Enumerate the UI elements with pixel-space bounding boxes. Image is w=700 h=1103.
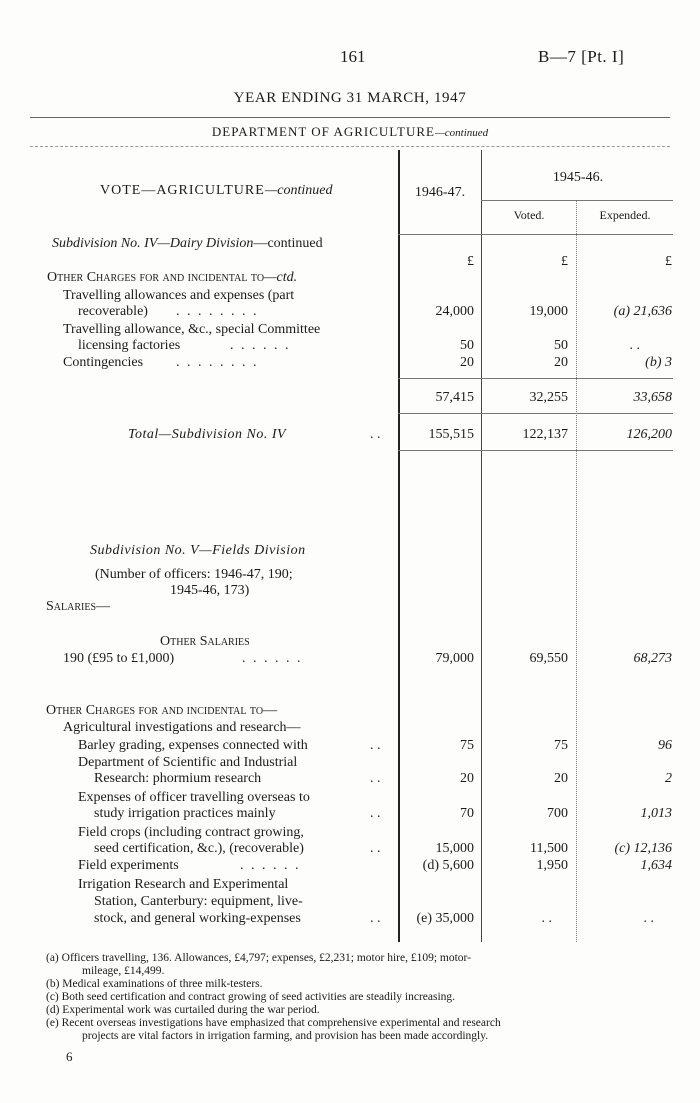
item-label: Field crops (including contract growing, [78,825,304,840]
other-charges-heading: Other Charges for and incidental to—ctd. [47,270,298,285]
other-charges-heading: Other Charges for and incidental to— [46,703,278,718]
column-divider-main [398,150,400,942]
amount-expended: . . [643,911,654,926]
dot-leader: . . . . . . [242,651,303,666]
amount-voted: 700 [547,806,568,821]
department-heading: DEPARTMENT OF AGRICULTURE—continued [211,124,489,139]
subtotal-expended: 33,658 [633,390,672,405]
dot-leader: . . . . . . [240,858,301,873]
amount-expended: 1,634 [640,858,672,873]
footnote-a-continued: mileage, £14,499. [82,965,165,977]
amount-1946-47: (e) 35,000 [416,911,474,926]
signature-mark: 6 [66,1049,73,1064]
amount-voted: 20 [554,355,568,370]
item-label: Irrigation Research and Experimental [78,877,289,892]
item-label: seed certification, &c.), (recoverable) [94,841,304,856]
officers-count: (Number of officers: 1946-47, 190; [95,567,293,582]
item-label: licensing factories [78,338,181,353]
dot-leader: . . [370,911,381,926]
amount-voted: 20 [554,771,568,786]
footnote-d: (d) Experimental work was curtailed during the war period. [46,1004,320,1016]
column-header-rule [398,234,673,235]
item-label: recoverable) [78,304,148,319]
dot-leader: . . [370,427,381,442]
salaries-heading: Salaries— [46,599,111,614]
item-label: Travelling allowances and expenses (part [63,288,295,303]
footnote-e: (e) Recent overseas investigations have emphasized that comprehensive experimental and research [46,1017,501,1029]
pound-sign: £ [561,254,568,269]
department-rule [30,146,670,147]
amount-expended: 1,013 [640,806,672,821]
item-label: Department of Scientific and Industrial [78,755,298,770]
footnote-b: (b) Medical examinations of three milk-testers. [46,978,263,990]
dot-leader: . . [370,771,381,786]
column-header-rule-1945 [481,200,673,201]
amount-expended: . . [629,338,640,353]
amount-voted: 75 [554,738,568,753]
officers-count-continued: 1945-46, 173) [170,583,250,598]
amount-1946-47: 50 [460,338,474,353]
column-divider-voted [576,200,577,942]
item-label: Contingencies [63,355,144,370]
subtotal-rule [398,378,673,379]
amount-voted: 19,000 [529,304,568,319]
item-label: Research: phormium research [94,771,262,786]
amount-1946-47: 75 [460,738,474,753]
item-label: stock, and general working-expenses [94,911,301,926]
total-rule [398,413,673,414]
footnote-c: (c) Both seed certification and contract growing of seed activities are steadily increasing. [46,991,456,1003]
agricultural-investigations-heading: Agricultural investigations and research— [63,720,301,735]
amount-expended: 2 [665,771,672,786]
year-title: YEAR ENDING 31 MARCH, 1947 [233,90,467,106]
other-salaries-heading: Other Salaries [160,634,250,649]
dot-leader: . . . . . . . . [176,304,259,319]
subtotal-1946-47: 57,415 [435,390,474,405]
item-label: Travelling allowance, &c., special Committee [63,322,321,337]
subdivision-5-title: Subdivision No. V—Fields Division [90,543,306,558]
amount-expended: (a) 21,636 [613,304,672,319]
total-bottom-rule [398,450,673,451]
dot-leader: . . . . . . [230,338,291,353]
pound-sign: £ [665,254,672,269]
amount-expended: 96 [658,738,672,753]
pound-sign: £ [467,254,474,269]
subdivision-4-title: Subdivision No. IV—Dairy Division—continued [52,236,323,251]
total-1946-47: 155,515 [428,427,474,442]
page-number: 161 [340,47,366,66]
amount-expended: (c) 12,136 [614,841,672,856]
item-label: Field experiments [78,858,179,873]
vote-title: VOTE—AGRICULTURE—continued [100,183,333,198]
dot-leader: . . [370,806,381,821]
item-label: study irrigation practices mainly [94,806,276,821]
amount-1946-47: 20 [460,771,474,786]
amount-1946-47: 79,000 [435,651,474,666]
amount-1946-47: (d) 5,600 [422,858,474,873]
total-subdivision-4-label: Total—Subdivision No. IV [128,427,287,442]
amount-voted: 1,950 [536,858,568,873]
amount-voted: 11,500 [530,841,568,856]
item-label: Expenses of officer travelling overseas to [78,790,310,805]
amount-1946-47: 20 [460,355,474,370]
dot-leader: . . [370,841,381,856]
amount-expended: (b) 3 [645,355,672,370]
subtotal-voted: 32,255 [529,390,568,405]
amount-1946-47: 24,000 [435,304,474,319]
total-expended: 126,200 [626,427,672,442]
amount-1946-47: 15,000 [435,841,474,856]
amount-voted: 50 [554,338,568,353]
salary-item-label: 190 (£95 to £1,000) [63,651,175,666]
header-rule [30,117,670,118]
footnote-e-continued: projects are vital factors in irrigation farming, and provision has been made accordingly. [82,1030,489,1042]
footnote-a: (a) Officers travelling, 136. Allowances, £4,797; expenses, £2,231; motor hire, £109; motor- [46,952,471,964]
amount-voted: 69,550 [529,651,568,666]
amount-voted: . . [541,911,552,926]
dot-leader: . . [370,738,381,753]
column-divider-1946 [481,150,482,942]
column-1946-47: 1946-47. [414,185,466,200]
dot-leader: . . . . . . . . [176,355,259,370]
item-label: Station, Canterbury: equipment, live- [94,894,303,909]
total-voted: 122,137 [522,427,568,442]
amount-1946-47: 70 [460,806,474,821]
document-reference: B—7 [Pt. I] [538,47,625,66]
item-label: Barley grading, expenses connected with [78,738,308,753]
amount-expended: 68,273 [633,651,672,666]
column-1945-46: 1945-46. [552,170,604,185]
column-expended: Expended. [599,208,651,222]
column-voted: Voted. [513,208,545,222]
